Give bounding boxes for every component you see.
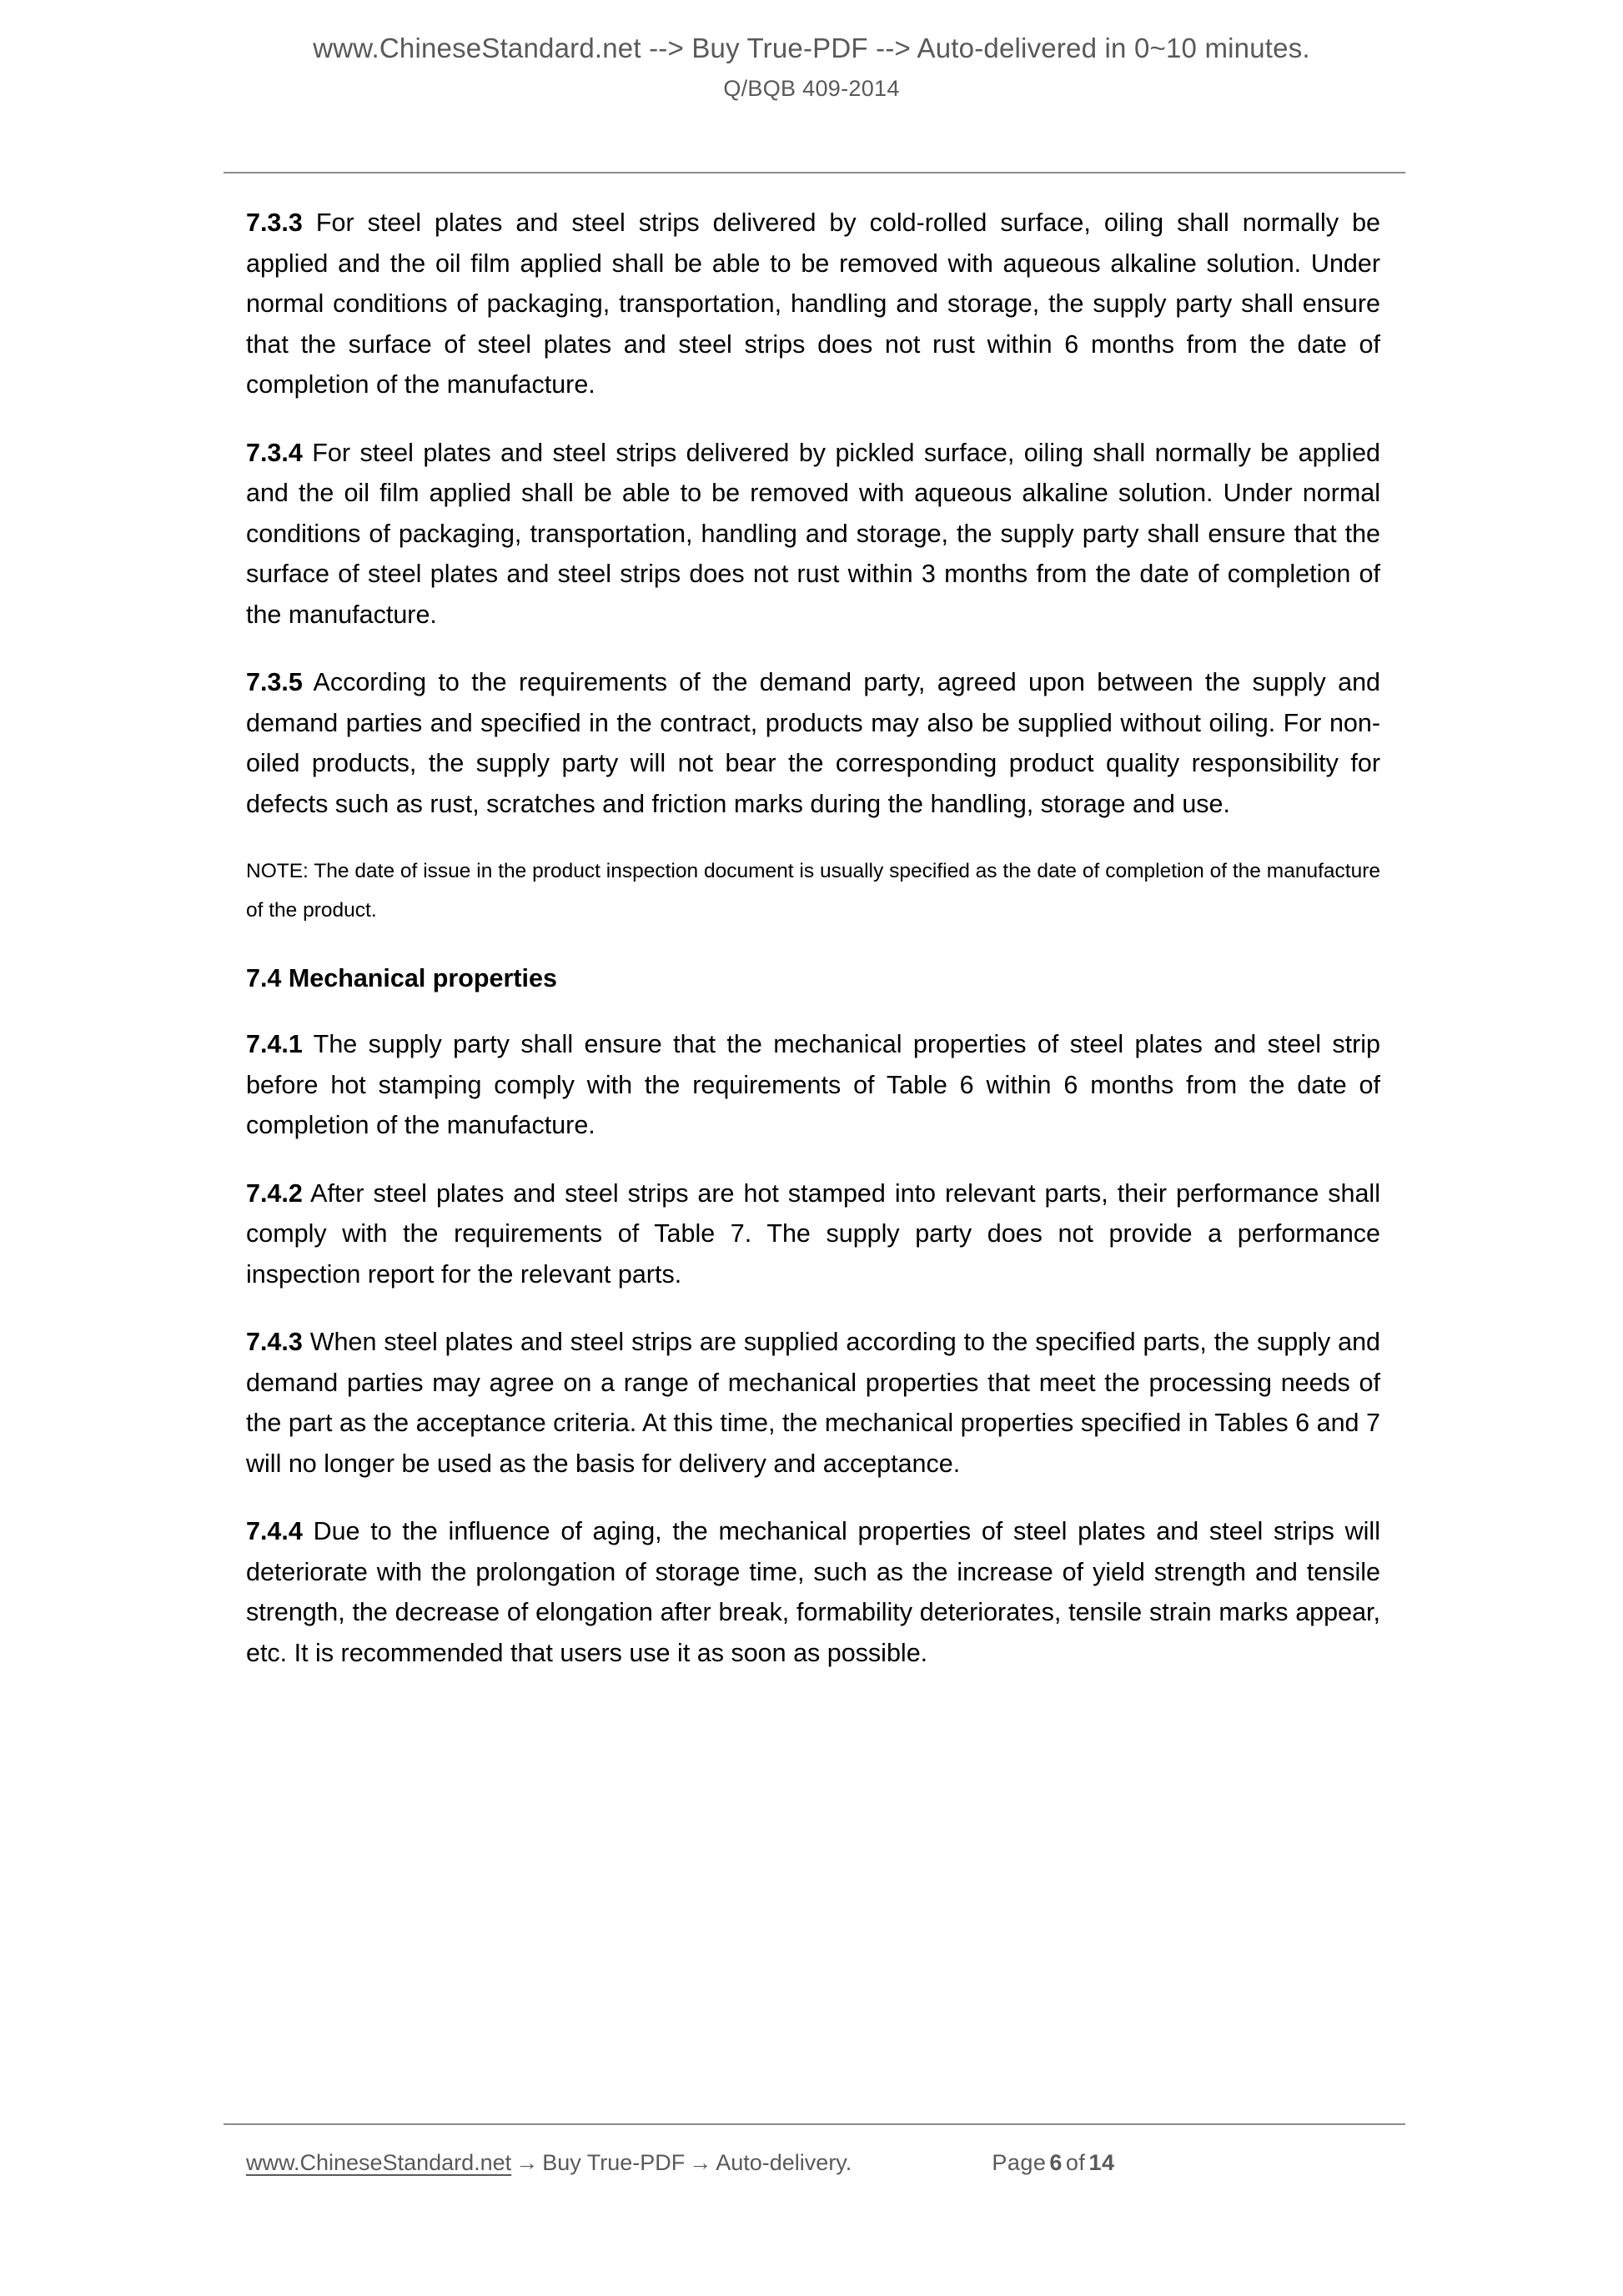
clause-text-7-4-3: When steel plates and steel strips are supplied according to the specified parts, the supply and demand parties may agree on a range of mechanical properties that meet the processing needs of the part as the acceptance criteria. At this time, the mechanical properties specified in Tables 6 and 7 will no longer be used as the basis for delivery and acceptance.	[246, 1328, 1380, 1478]
clause-7-3-4	[246, 433, 1380, 636]
note-text: NOTE: The date of issue in the product inspection document is usually specified as the date of completion of the manufacture of the product.	[246, 860, 1380, 922]
document-content	[246, 203, 1380, 1701]
clause-number-7-3-3: 7.3.3	[246, 208, 303, 237]
page-header	[0, 30, 1623, 102]
footer-promo	[246, 2150, 852, 2176]
clause-text-7-4-4: Due to the influence of aging, the mechanical properties of steel plates and steel strips will deteriorate with the prolongation of storage time, such as the increase of yield strength and tensile strength, the decrease of elongation after break, formability deteriorates, tensile strain marks appear, etc. It is recommended that users use it as soon as possible.	[246, 1517, 1380, 1667]
header-promo-text: www.ChineseStandard.net --> Buy True-PDF --> Auto-delivered in 0~10 minutes.	[313, 33, 1310, 63]
of-word-label: of	[1065, 2150, 1086, 2175]
arrow-right-icon-2: →	[689, 2150, 712, 2175]
clause-7-3-3	[246, 203, 1380, 405]
page-footer	[246, 2150, 1405, 2176]
footer-buy-label: Buy True-PDF	[542, 2150, 686, 2175]
clause-number-7-3-4: 7.3.4	[246, 438, 303, 467]
clause-text-7-4-2: After steel plates and steel strips are hot stamped into relevant parts, their performance shall comply with the requirements of Table 7. The supply party does not provide a performance inspection report for the relevant parts.	[246, 1178, 1380, 1289]
page-indicator	[992, 2150, 1118, 2176]
footer-divider	[224, 2123, 1405, 2125]
clause-7-4-1	[246, 1024, 1380, 1146]
clause-text-7-4-1: The supply party shall ensure that the mechanical properties of steel plates and steel strip before hot stamping comply with the requirements of Table 6 within 6 months from the date of completion of the manufacture.	[246, 1030, 1380, 1139]
clause-number-7-3-5: 7.3.5	[246, 668, 303, 696]
header-divider	[224, 172, 1405, 173]
section-heading-7-4: 7.4 Mechanical properties	[246, 964, 557, 992]
total-page-number: 14	[1088, 2150, 1115, 2175]
clause-number-7-4-1: 7.4.1	[246, 1030, 303, 1058]
standard-number: Q/BQB 409-2014	[723, 75, 900, 101]
footer-delivery-label: Auto-delivery.	[716, 2150, 852, 2175]
clause-text-7-3-5: According to the requirements of the demand party, agreed upon between the supply and demand parties and specified in the contract, products may also be supplied without oiling. For non-oiled products, the supply party will not bear the corresponding product quality responsibility for defects such as rust, scratches and friction marks during the handling, storage and use.	[246, 668, 1380, 818]
page-word-label: Page	[992, 2150, 1047, 2175]
clause-number-7-4-2: 7.4.2	[246, 1178, 303, 1208]
arrow-right-icon-1: →	[515, 2150, 539, 2175]
clause-text-7-3-4: For steel plates and steel strips delivered by pickled surface, oiling shall normally be applied and the oil film applied shall be able to be removed with aqueous alkaline solution. Under normal conditions of packaging, transportation, handling and storage, the supply party shall ensure that the surface of steel plates and steel strips does not rust within 3 months from the date of completion of the manufacture.	[246, 438, 1380, 629]
clause-7-4-2	[246, 1173, 1380, 1295]
clause-number-7-4-3: 7.4.3	[246, 1328, 303, 1356]
clause-text-7-3-3: For steel plates and steel strips delivered by cold-rolled surface, oiling shall normally be applied and the oil film applied shall be able to be removed with aqueous alkaline solution. Under normal conditions of packaging, transportation, handling and storage, the supply party shall ensure that the surface of steel plates and steel strips does not rust within 6 months from the date of completion of the manufacture.	[246, 208, 1380, 399]
clause-number-7-4-4: 7.4.4	[246, 1517, 303, 1545]
current-page-number: 6	[1049, 2150, 1063, 2175]
clause-7-3-5	[246, 662, 1380, 824]
footer-url-link[interactable]: www.ChineseStandard.net	[246, 2150, 512, 2175]
clause-7-4-4	[246, 1511, 1380, 1673]
clause-7-4-3	[246, 1322, 1380, 1484]
